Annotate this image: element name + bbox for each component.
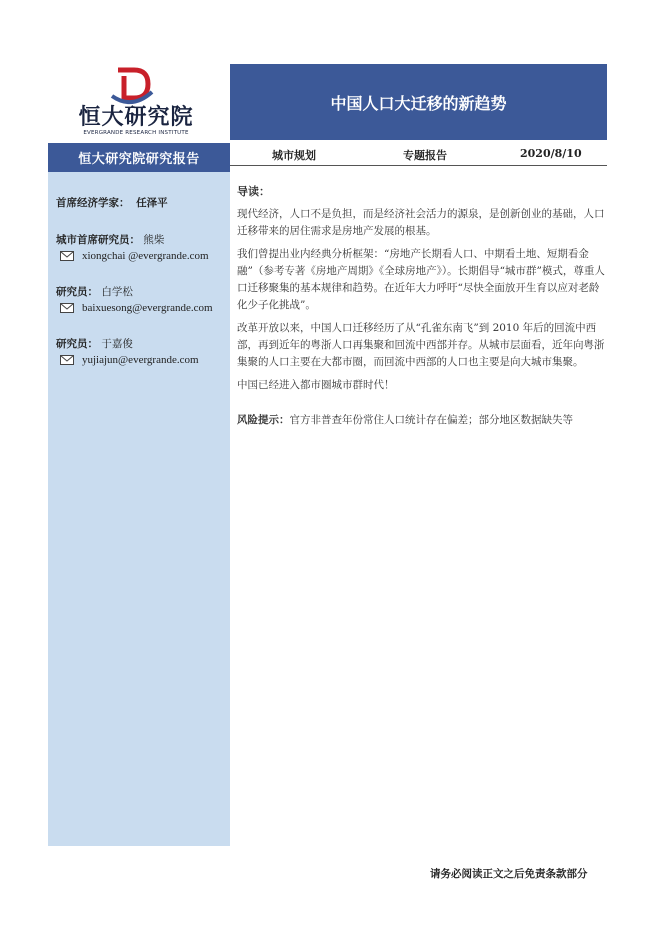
mail-icon — [60, 251, 74, 261]
report-title: 中国人口大迁移的新趋势 — [230, 64, 607, 140]
brand-logo — [76, 66, 196, 138]
brand-subtitle: EVERGRANDE RESEARCH INSTITUTE — [83, 130, 189, 136]
summary-paragraph: 我们曾提出业内经典分析框架：“房地产长期看人口、中期看土地、短期看金融”（参考专著《房地产周期》《全球房地产》）。长期倡导“城市群”模式，尊重人口迁移聚集的基本规律和趋势。在近年大力呼吁“尽快全面放开生育以应对老龄化少子化挑战”。 — [237, 248, 605, 311]
sidebar-heading: 恒大研究院研究报告 — [48, 143, 230, 172]
author-role: 研究员： — [56, 338, 98, 350]
intro-label: 导读： — [237, 185, 270, 198]
meta-date: 2020/8/10 — [520, 147, 582, 160]
author-email[interactable]: xiongchai @evergrande.com — [82, 250, 209, 262]
author-urban-chief — [56, 232, 164, 247]
risk-text: 官方非普查年份常住人口统计存在偏差；部分地区数据缺失等 — [289, 414, 573, 426]
meta-divider — [230, 165, 607, 166]
disclaimer-footer: 请务必阅读正文之后免责条款部分 — [430, 868, 588, 880]
mail-icon — [60, 355, 74, 365]
meta-category: 城市规划 — [272, 149, 316, 162]
author-name: 于嘉俊 — [101, 338, 133, 350]
meta-type: 专题报告 — [403, 149, 447, 162]
author-name: 白学松 — [101, 286, 133, 298]
author-role: 研究员： — [56, 286, 98, 298]
author-email-row — [60, 302, 213, 314]
author-email-row — [60, 354, 199, 366]
author-name: 熊柴 — [143, 234, 165, 246]
author-role: 首席经济学家： — [56, 197, 130, 209]
author-email[interactable]: baixuesong@evergrande.com — [82, 302, 213, 314]
author-name: 任泽平 — [136, 197, 168, 209]
author-email[interactable]: yujiajun@evergrande.com — [82, 354, 199, 366]
summary-paragraph: 改革开放以来，中国人口迁移经历了从“孔雀东南飞”到 2010 年后的回流中西部，再到近年的粤浙人口再集聚和回流中西部并存。从城市层面看，近年向粤浙集聚的人口主要在大都市圈，而回流中西部的人口也主要是向大城市集聚。 — [237, 322, 605, 368]
author-researcher-1 — [56, 284, 133, 299]
summary-paragraph: 中国已经进入都市圈城市群时代！ — [237, 379, 395, 391]
author-chief-economist — [56, 195, 168, 210]
author-researcher-2 — [56, 336, 133, 351]
author-email-row — [60, 250, 209, 262]
summary-paragraph: 现代经济，人口不是负担，而是经济社会活力的源泉，是创新创业的基础，人口迁移带来的居住需求是房地产发展的根基。 — [237, 208, 605, 237]
risk-label: 风险提示： — [237, 414, 290, 426]
risk-warning — [237, 412, 607, 429]
mail-icon — [60, 303, 74, 313]
report-summary — [237, 183, 607, 435]
evergrande-logo-icon — [108, 66, 156, 106]
sidebar-panel — [48, 143, 230, 846]
report-meta — [230, 143, 607, 165]
author-role: 城市首席研究员： — [56, 234, 140, 246]
brand-name: 恒大研究院 — [78, 105, 194, 130]
